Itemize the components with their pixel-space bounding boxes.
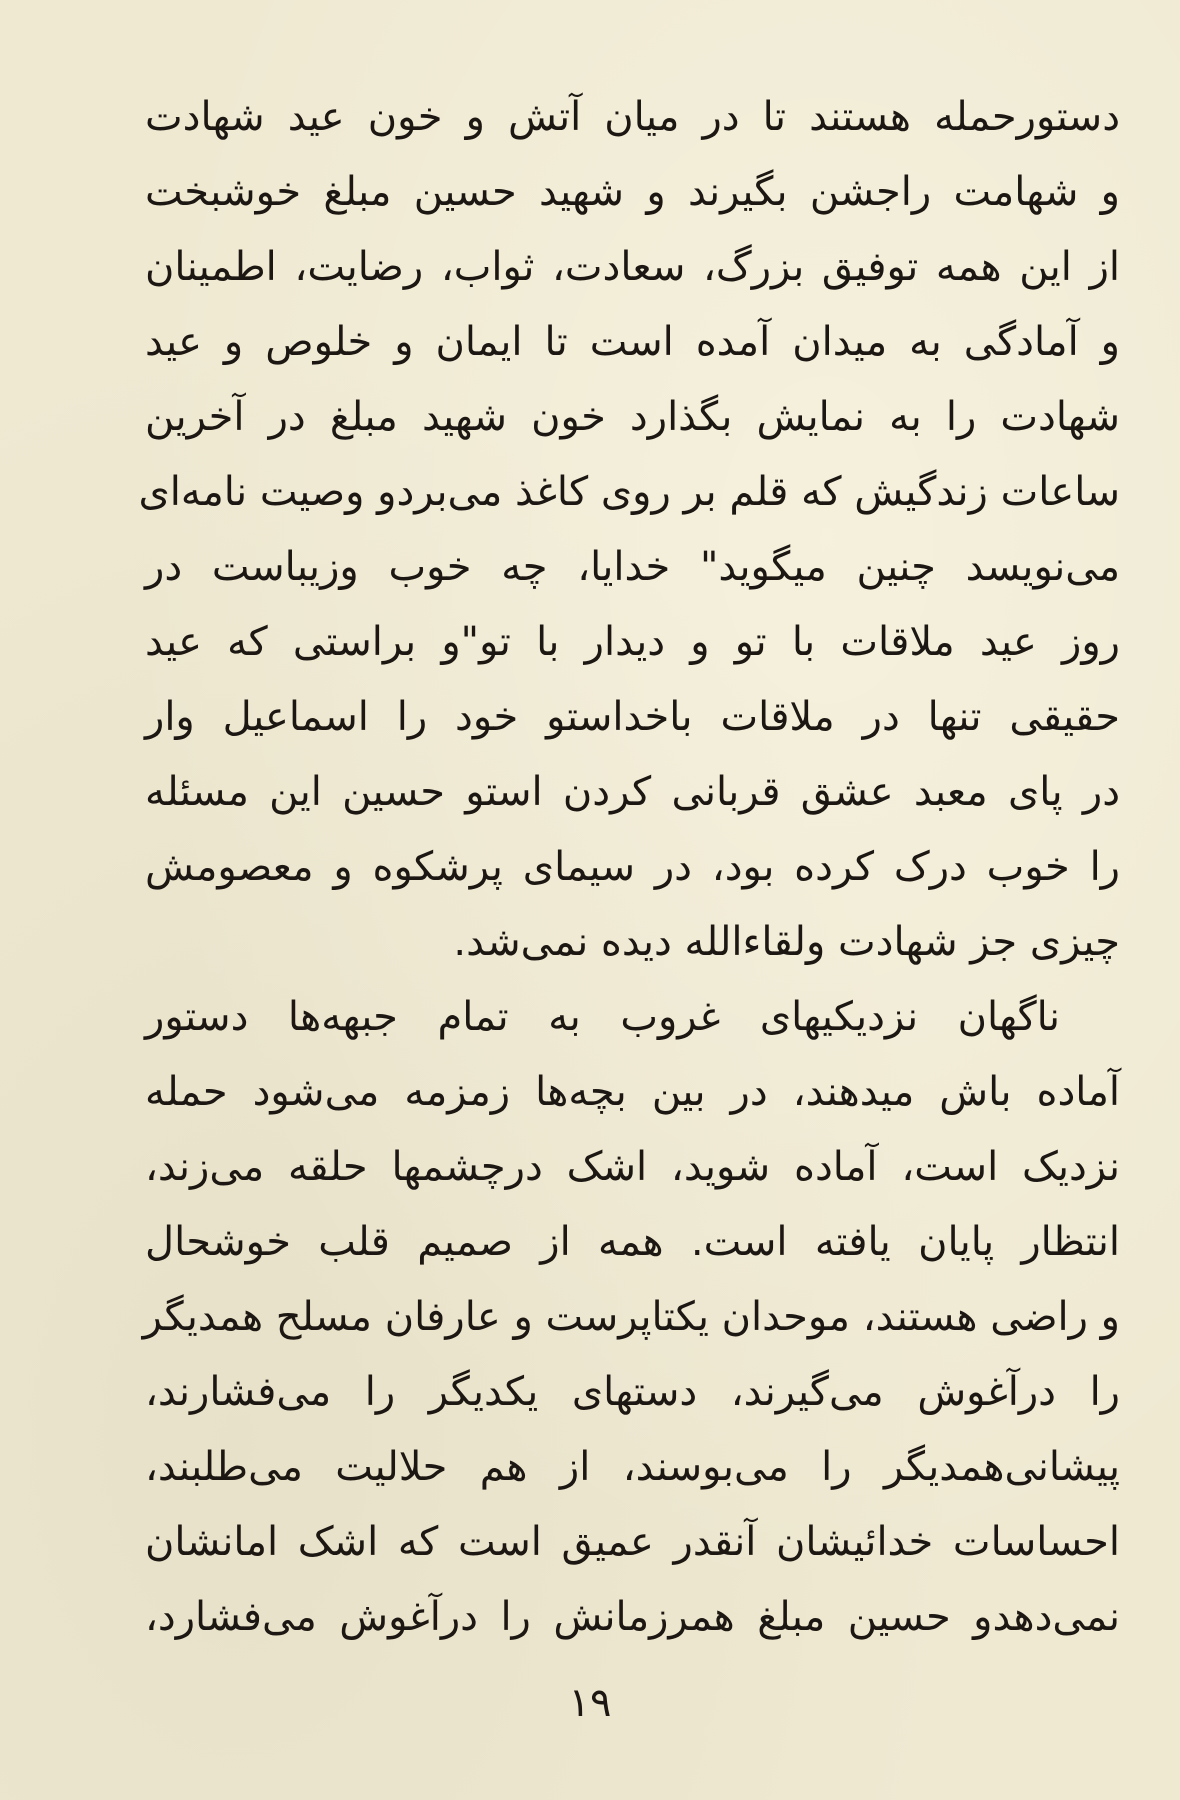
text-line: نمی‌دهدو حسین مبلغ همرزمانش را درآغوش می‌فشارد، bbox=[145, 1594, 1120, 1640]
text-line: و شهامت راجشن بگیرند و شهید حسین مبلغ خوشبخت bbox=[145, 169, 1120, 215]
text-line: آماده باش میدهند، در بین بچه‌ها زمزمه می‌شود حمله bbox=[145, 1069, 1120, 1115]
text-line: روز عید ملاقات با تو و دیدار با تو"و براستی که عید bbox=[145, 619, 1120, 665]
text-line: نزدیک است، آماده شوید، اشک درچشمها حلقه می‌زند، bbox=[145, 1144, 1120, 1190]
text-line: را خوب درک کرده بود، در سیمای پرشکوه و معصومش bbox=[145, 844, 1120, 890]
text-line: می‌نویسد چنین میگوید" خدایا، چه خوب وزیباست در bbox=[145, 544, 1120, 590]
text-line: از این همه توفیق بزرگ، سعادت، ثواب، رضایت، اطمینان bbox=[145, 244, 1120, 290]
text-line: انتظار پایان یافته است. همه از صمیم قلب خوشحال bbox=[145, 1219, 1120, 1265]
text-line: حقیقی تنها در ملاقات باخداستو خود را اسماعیل وار bbox=[145, 694, 1120, 740]
text-line: شهادت را به نمایش بگذارد خون شهید مبلغ در آخرین bbox=[145, 394, 1120, 440]
text-line: در پای معبد عشق قربانی کردن استو حسین این مسئله bbox=[145, 769, 1120, 815]
page-number: ۱۹ bbox=[568, 1680, 612, 1726]
text-line: پیشانی‌همدیگر را می‌بوسند، از هم حلالیت می‌طلبند، bbox=[145, 1444, 1120, 1490]
paragraph-first-line: ناگهان نزدیکیهای غروب به تمام جبهه‌ها دستور bbox=[145, 994, 1060, 1040]
text-line: و آمادگی به میدان آمده است تا ایمان و خلوص و عید bbox=[145, 319, 1120, 365]
text-line: و راضی هستند، موحدان یکتاپرست و عارفان مسلح همدیگر bbox=[142, 1294, 1120, 1340]
body-text bbox=[138, 80, 1120, 1655]
text-line: دستورحمله هستند تا در میان آتش و خون عید شهادت bbox=[145, 94, 1120, 140]
paragraph-last-line: چیزی جز شهادت ولقاءالله دیده نمی‌شد. bbox=[453, 919, 1120, 965]
text-line: احساسات خدائیشان آنقدر عمیق است که اشک امانشان bbox=[145, 1519, 1120, 1565]
text-line: ساعات زندگیش که قلم بر روی کاغذ می‌بردو وصیت نامه‌ای bbox=[138, 469, 1120, 515]
text-line: را درآغوش می‌گیرند، دستهای یکدیگر را می‌فشارند، bbox=[145, 1369, 1120, 1415]
